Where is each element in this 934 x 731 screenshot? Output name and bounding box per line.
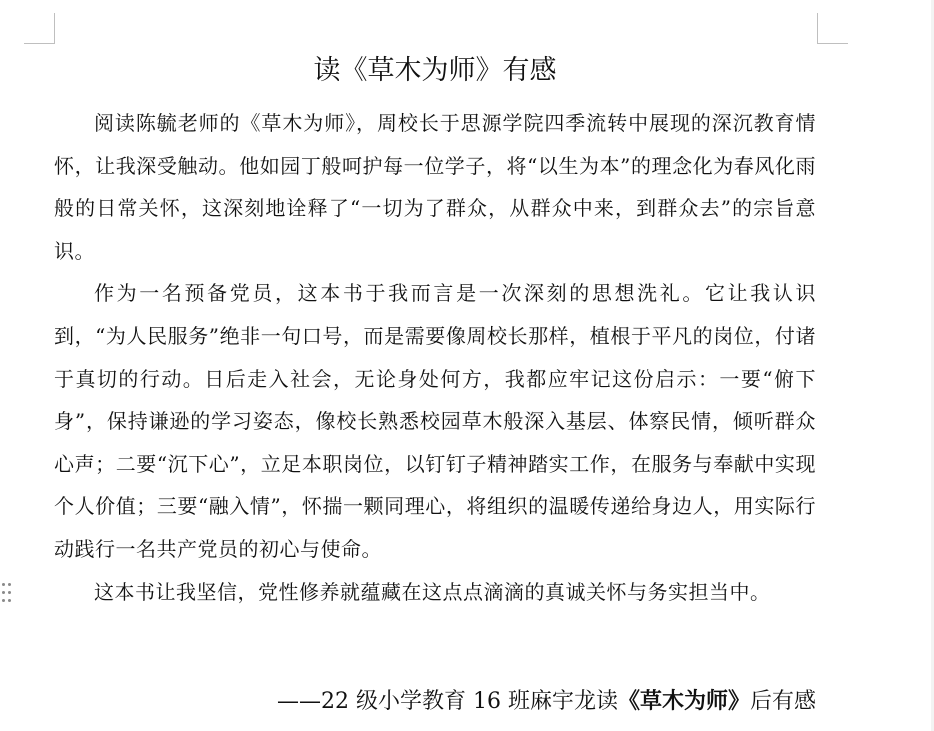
- page-corner-mark-top-left: [24, 13, 55, 44]
- signature-line[interactable]: [277, 683, 816, 720]
- page-corner-mark-top-right: [817, 13, 848, 44]
- drag-handle-icon[interactable]: [1, 582, 13, 604]
- signature-prefix: ——22 级小学教育 16 班麻宇龙读: [277, 689, 618, 714]
- paragraph-1[interactable]: 阅读陈毓老师的《草木为师》，周校长于思源学院四季流转中展现的深沉教育情怀，让我深受触动。他如园丁般呵护每一位学子，将“以生为本”的理念化为春风化雨般的日常关怀，这深刻地诠释了“一切为了群众，从群众中来，到群众去”的宗旨意识。: [54, 111, 816, 263]
- document-body[interactable]: [54, 102, 816, 613]
- signature-suffix: 后有感: [749, 689, 816, 714]
- document-title[interactable]: 读《草木为师》有感: [313, 55, 557, 86]
- paragraph-3[interactable]: 这本书让我坚信，党性修养就蕴藏在这点点滴滴的真诚关怀与务实担当中。: [94, 579, 771, 604]
- paragraph-2[interactable]: 作为一名预备党员，这本书于我而言是一次深刻的思想洗礼。它让我认识到，“为人民服务”绝非一句口号，而是需要像周校长那样，植根于平凡的岗位，付诸于真切的行动。日后走入社会，无论身处何方，我都应牢记这份启示：一要“俯下身”，保持谦逊的学习姿态，像校长熟悉校园草木般深入基层、体察民情，倾听群众心声；二要“沉下心”，立足本职岗位，以钉钉子精神踏实工作，在服务与奉献中实现个人价值；三要“融入情”，怀揣一颗同理心，将组织的温暖传递给身边人，用实际行动践行一名共产党员的初心与使命。: [54, 281, 816, 561]
- signature-book-title: 《草木为师》: [617, 688, 750, 714]
